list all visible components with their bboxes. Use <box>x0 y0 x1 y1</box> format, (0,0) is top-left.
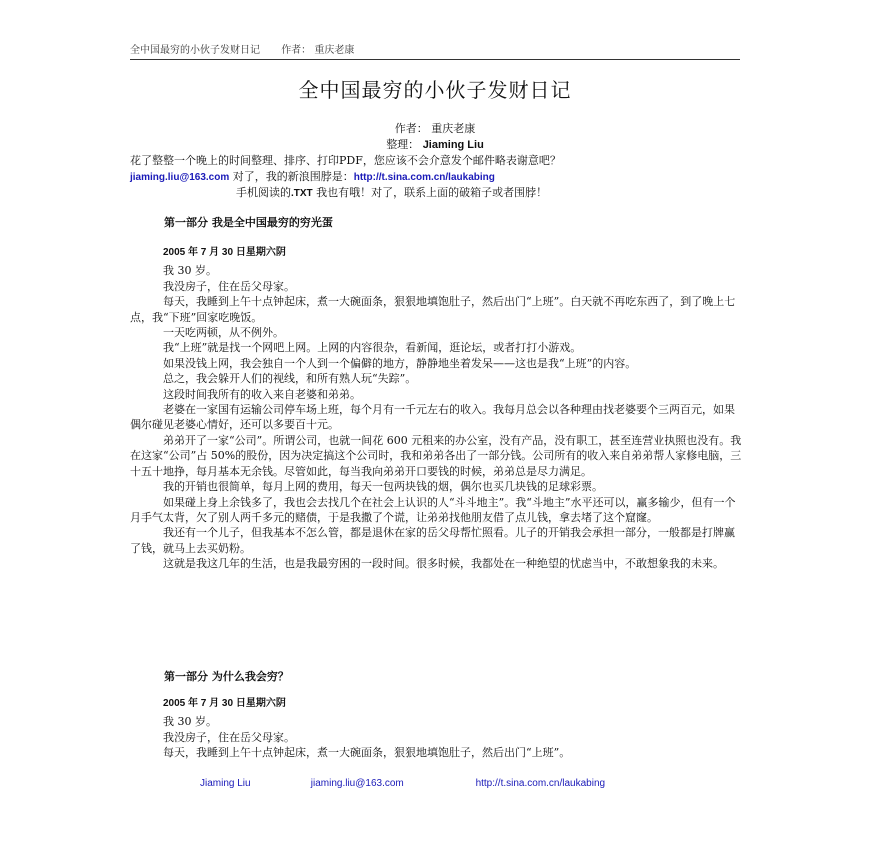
section-2-heading: 第一部分 为什么我会穷？ <box>164 670 289 683</box>
paragraph: 一天吃两顿，从不例外。 <box>163 326 284 340</box>
section-1-heading: 第一部分 我是全中国最穷的穷光蛋 <box>164 216 333 229</box>
paragraph: 我没房子，住在岳父母家。 <box>163 279 295 293</box>
section-2-body <box>130 696 742 761</box>
intro-line-3 <box>236 184 756 200</box>
document-title: 全中国最穷的小伙子发财日记 <box>298 78 572 102</box>
intro-line-3-txt: .TXT <box>291 188 313 199</box>
editor-line <box>0 136 870 152</box>
editor-name: Jiaming Liu <box>422 139 484 151</box>
section-1-body <box>130 245 742 572</box>
intro-line-3-post: 我也有哦！对了，联系上面的破箱子或者围脖！ <box>312 186 548 199</box>
paragraph: 总之，我会躲开人们的视线，和所有熟人玩“失踪”。 <box>163 372 417 386</box>
intro-line-2 <box>130 168 740 184</box>
section-2-date: 2005 年 7 月 30 日星期六阴 <box>163 698 286 709</box>
paragraph: 这就是我这几年的生活，也是我最穷困的一段时间。很多时候，我都处在一种绝望的忧虑当中，不敢想象我的未来。 <box>163 557 724 571</box>
author-line: 作者： 重庆老康 <box>394 122 476 135</box>
paragraph: 老婆在一家国有运输公司停车场上班，每个月有一千元左右的收入。我每月总会以各种理由找老婆要个三两百元，如果偶尔碰见老婆心情好，还可以多要百十元。 <box>130 403 735 432</box>
header-title: 全中国最穷的小伙子发财日记 <box>130 45 260 56</box>
paragraph: 我 30 岁。 <box>163 264 217 278</box>
paragraph: 我的开销也很简单，每月上网的费用，每天一包两块钱的烟，偶尔也买几块钱的足球彩票。 <box>163 480 603 494</box>
intro-weibo-link[interactable]: http://t.sina.com.cn/laukabing <box>353 172 495 183</box>
intro-line-1: 花了整整一个晚上的时间整理、排序、打印PDF，您应该不会介意发个邮件略表谢意吧？ <box>130 154 561 167</box>
paragraph: 我还有一个儿子，但我基本不怎么管，都是退休在家的岳父母帮忙照看。儿子的开销我会承担一部分，一般都是打牌赢了钱，就马上去买奶粉。 <box>130 526 735 555</box>
paragraph: 每天，我睡到上午十点钟起床，煮一大碗面条，狠狠地填饱肚子，然后出门“上班”。白天就不再吃东西了，到了晚上七点，我“下班”回家吃晚饭。 <box>130 295 736 324</box>
paragraph: 我“上班”就是找一个网吧上网。上网的内容很杂，看新闻，逛论坛，或者打打小游戏。 <box>163 341 582 355</box>
paragraph: 我没房子，住在岳父母家。 <box>163 730 295 744</box>
section-1-date: 2005 年 7 月 30 日星期六阴 <box>163 247 286 258</box>
paragraph: 这段时间我所有的收入来自老婆和弟弟。 <box>163 387 361 401</box>
running-header <box>130 41 740 60</box>
page-footer <box>200 778 680 789</box>
footer-name: Jiaming Liu <box>200 778 251 789</box>
paragraph: 每天，我睡到上午十点钟起床，煮一大碗面条，狠狠地填饱肚子，然后出门“上班”。 <box>163 746 571 760</box>
editor-label: 整理： <box>386 138 420 151</box>
paragraph: 如果碰上身上余钱多了，我也会去找几个在社会上认识的人“斗斗地主”。我“斗地主”水平还可以，赢多输少，但有一个月手气太背，欠了别人两千多元的赌债，于是我撒了个谎，让弟弟找他朋友借了点儿钱，拿去堵了这个窟窿。 <box>130 495 736 524</box>
footer-weibo-link[interactable]: http://t.sina.com.cn/laukabing <box>475 778 606 789</box>
paragraph: 我 30 岁。 <box>163 715 217 729</box>
header-author: 作者： 重庆老康 <box>281 45 355 56</box>
intro-line-3-pre: 手机阅读的 <box>236 186 291 199</box>
paragraph: 弟弟开了一家“公司”。所谓公司，也就一间花 600 元租来的办公室，没有产品，没有职工，甚至连营业执照也没有。我在这家“公司”占 50%的股份，因为决定搞这个公司时，我和弟弟各出了一部分钱。公司所有的收入来自弟弟帮人家修电脑，三十五十地挣，每月基本无余钱。尽管如此，每当我向弟弟开口要钱的时候，弟弟总是尽力满足。 <box>130 433 742 478</box>
footer-email-link[interactable]: jiaming.liu@163.com <box>310 778 404 789</box>
intro-email-link[interactable]: jiaming.liu@163.com <box>130 172 230 183</box>
intro-line-2-text: 对了，我的新浪围脖是： <box>229 170 354 183</box>
paragraph: 如果没钱上网，我会独自一个人到一个偏僻的地方，静静地坐着发呆——这也是我“上班”的内容。 <box>163 356 637 370</box>
